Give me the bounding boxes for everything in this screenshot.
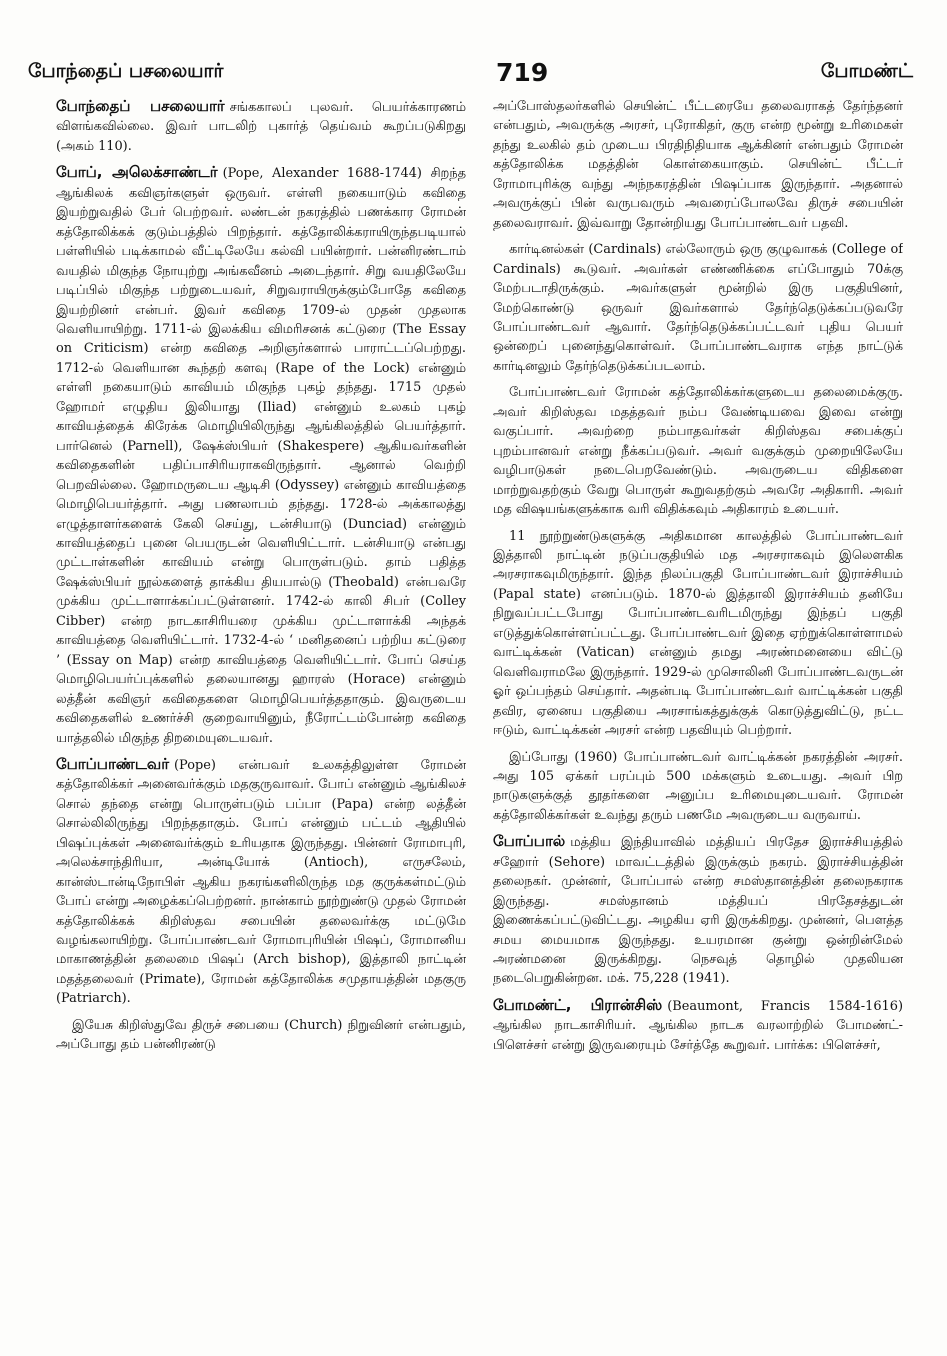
entry-body: இயேசு கிறிஸ்துவே திருச் சபையை (Church) நிறுவினர் என்பதும், அப்போது தம் பன்னிரண்டு xyxy=(56,1017,466,1053)
entry-body: (Beaumont, Francis 1584-1616) ஆங்கில நாடகாசிரியர். ஆங்கில நாடக வரலாற்றில் போமண்ட்-பிளெச்சர் என்று இருவரையும் சேர்த்தே கூறுவர். பார்க்க: பிளெச்சர், xyxy=(493,998,903,1053)
entry-body: போப்பாண்டவர் ரோமன் கத்தோலிக்கர்களுடைய தலைமைக்குரு. அவர் கிறிஸ்தவ மதத்தவர் நம்ப வேண்டியவை இவை என்று வகுப்பார். அவற்றை நம்பாதவர்கள் கிறிஸ்தவ சபைக்குப் புறம்பானவர் என்று நீக்கப்படுவர். அவர் வகுக்கும் முறையிலேயே வழிபாடுகள் நடைபெறவேண்டும். அவருடைய விதிகளை மாற்றுவதற்கும் வேறு பொருள் கூறுவதற்கும் அவரே அதிகாரி. அவர் மத விஷயங்களுக்காக வரி விதிக்கவும் அதிகாரம் உடையர். xyxy=(493,385,903,518)
entry-pope-alexander xyxy=(56,163,466,748)
right-column xyxy=(493,97,903,1352)
left-running-head: போந்தைப் பசலையார் xyxy=(28,59,224,82)
entry-body: அப்போஸ்தலர்களில் செயின்ட் பீட்டரையே தலைவராகத் தேர்ந்தனர் என்பதும், அவருக்கு அரசர், புரோகிதர், குரு என்ற மூன்று உரிமைகள் தந்து உலகில் தம் முடைய பிரதிநிதியாக ஆக்கினர் என்பதும் ரோமன் கத்தோலிக்க மதத்தின் கொள்கையாகும். செயின்ட் பீட்டர் ரோமாபுரிக்கு வந்து அந்நகரத்தின் பிஷப்பாக இருந்தார். அதனால் அவருக்குப் பின் வருபவரும் அவரைப்போலவே திருச் சபையின் தலைவராவர். இவ்வாறு தோன்றியது போப்பாண்டவர் பதவி. xyxy=(493,99,903,231)
entry-body: (Pope, Alexander 1688-1744) சிறந்த ஆங்கிலக் கவிஞர்களுள் ஒருவர். எள்ளி நகையாடும் கவிதை இயற்றுவதில் பேர் பெற்றவர். லண்டன் நகரத்தில் பணக்கார ரோமன் கத்தோலிக்கக் குடும்பத்தில் பிறந்தார். கத்தோலிக்கராயிருந்தபடியால் பள்ளியில் படிக்காமல் வீட்டிலேயே கல்வி பயின்றார். பன்னிரண்டாம் வயதில் மிகுந்த நோயுற்று அங்கவீனம் அடைந்தார். சிறு வயதிலேயே படிப்பில் மிகுந்த பற்றுடையவர், சிறுவராயிருக்கும்போதே கவிதை இயற்றினர் என்பர். இவர் கவிதை 1709-ல் முதன் முதலாக வெளியாயிற்று. 1711-ல் இலக்கிய விமரிசனக் கட்டுரை (The Essay on Criticism) என்ற கவிதை அறிஞர்களால் பாராட்டப்பெற்றது. 1712-ல் வெளியான கூந்தற் களவு (Rape of the Lock) என்னும் எள்ளி நகையாடும் காவியம் மிகுந்த புகழ் தந்தது. 1715 முதல் ஹோமர் எழுதிய இலியாது (Iliad) என்னும் உலகம் புகழ் காவியத்தைக் கிரேக்க மொழியிலிருந்து ஆங்கிலத்தில் பெயர்த்தார். பார்னெல் (Parnell), ஷேக்ஸ்பியர் (Shakespere) ஆகியவர்களின் கவிதைகளின் பதிப்பாசிரியராகவிருந்தார். ஆனால் வெற்றி பெறவில்லை. ஹோமருடைய ஆடிசி (Odyssey) என்னும் காவியத்தை மொழிபெயர்த்தார். அது பணலாபம் தந்தது. 1728-ல் அக்காலத்து எழுத்தாளர்களைக் கேலி செய்து, டன்சியாடு (Dunciad) என்னும் காவியத்தைப் புனை பெயருடன் வெளியிட்டார். டன்சியாடு என்பது முட்டாள்களின் காவியம் என்று பொருள்படும். தாம் பதித்த ஷேக்ஸ்பியர் நூல்களைத் தாக்கிய தியபால்டு (Theobald) என்பவரே முக்கிய முட்டாளாக்கப்பட்டுள்ளனர். 1742-ல் காலி சிபர் (Colley Cibber) என்ற நாடகாசிரியரை முக்கிய முட்டாளாக்கி அந்தக் காவியத்தை வெளியிட்டார். 1732-4-ல் ‘ மனிதனைப் பற்றிய கட்டுரை ’ (Essay on Map) என்ற காவியத்தை வெளியிட்டார். போப் செய்த மொழிபெயர்ப்புக்களில் தலையானது ஹாரஸ் (Horace) என்னும் லத்தீன் கவிஞர் கவிதைகளை மொழிபெயர்த்ததாகும். இவருடைய கவிதைகளில் உணர்ச்சி குறைவாயினும், நீரோட்டம்போன்ற கவிதை யாத்தலில் மிகுந்த திறமையுடையவர். xyxy=(56,166,466,746)
running-head xyxy=(28,52,913,92)
paragraph xyxy=(493,383,903,519)
entry-bhopal xyxy=(493,832,903,989)
paragraph xyxy=(493,748,903,826)
entry-body: மத்திய இந்தியாவில் மத்தியப் பிரதேச இராச்சியத்தில் சஹோர் (Sehore) மாவட்டத்தில் இருக்கும் நகரம். இராச்சியத்தின் தலைநகர். முன்னர், போப்பால் என்ற சமஸ்தானத்தின் தலைநகராக இருந்தது. சமஸ்தானம் மத்தியப் பிரதேசத்துடன் இணைக்கப்பட்டுவிட்டது. அழகிய ஏரி இருக்கிறது. முன்னர், பௌத்த சமய மையமாக இருந்தது. உயரமான குன்று ஒன்றின்மேல் அரண்மனை இருக்கிறது. நெசவுத் தொழில் முதலியன நடைபெறுகின்றன. மக். 75,228 (1941). xyxy=(493,835,903,987)
entry-body: 11 நூற்றுண்டுகளுக்கு அதிகமான காலத்தில் போப்பாண்டவர் இத்தாலி நாட்டின் நடுப்பகுதியில் மத அரசராகவும் இலௌகிக அரசராகவுமிருந்தார். இந்த நிலப்பகுதி போப்பாண்டவர் இராச்சியம் (Papal state) எனப்படும். 1870-ல் இத்தாலி இராச்சியம் தனியே நிறுவப்பட்டபோது போப்பாண்டவரிடமிருந்து இந்தப் பகுதி எடுத்துக்கொள்ளப்பட்டது. போப்பாண்டவர் இதை ஏற்றுக்கொள்ளாமல் வாட்டிக்கன் (Vatican) என்னும் தமது அரண்மனையை விட்டு வெளிவராமலே இருந்தார். 1929-ல் முசொலினி போப்பாண்டவருடன் ஓர் ஒப்பந்தம் செய்தார். அதன்படி போப்பாண்டவர் வாட்டிக்கன் பகுதி தவிர, ஏனைய பகுதியை அரசாங்கத்துக்குக் கொடுத்துவிட்டு, நட்ட ஈடும், வாட்டிக்கன் அரசர் என்ற பதவியும் பெற்றார். xyxy=(493,528,903,739)
entry-headword: போந்தைப் பசலையார் xyxy=(56,97,225,115)
entry-body: (Pope) என்பவர் உலகத்திலுள்ள ரோமன் கத்தோலிக்கர் அனைவர்க்கும் மதகுருவாவர். போப் என்னும் ஆங்கிலச் சொல் தந்தை என்று பொருள்படும் பப்பா (Papa) என்ற லத்தீன் சொல்லிலிருந்து பிறந்ததாகும். போப் என்னும் பட்டம் ஆதியில் பிஷப்புக்கள் அனைவர்க்கும் உரியதாக இருந்தது. பின்னர் ரோமாபுரி, அலெக்சாந்திரியா, அன்டியோக் (Antioch), எருசலேம், கான்ஸ்டான்டிநோபிள் ஆகிய நகரங்களிலிருந்த மத குருக்கள்மட்டும் போப் என்று அழைக்கப்பெற்றனர். நான்காம் நூற்றுண்டு முதல் ரோமன் கத்தோலிக்கக் கிறிஸ்தவ சபையின் தலைவர்க்கு மட்டுமே வழங்கலாயிற்று. போப்பாண்டவர் ரோமாபுரியின் பிஷப், ரோமானிய மாகாணத்தின் தலைமை பிஷப் (Arch bishop), இத்தாலி நாட்டின் மதத்தலைவர் (Primate), ரோமன் கத்தோலிக்க சமுதாயத்தின் மதகுரு (Patriarch). xyxy=(56,757,466,1007)
entry-headword: போப்பால் xyxy=(493,832,566,851)
entry-headword: போப்பாண்டவர் xyxy=(56,754,170,773)
paragraph xyxy=(493,240,903,376)
paragraph xyxy=(493,97,903,233)
entry-ponthai-pasalaiyar xyxy=(56,97,466,156)
paragraph xyxy=(493,527,903,741)
right-running-head: போமண்ட் xyxy=(820,59,913,82)
left-column xyxy=(56,97,466,1352)
page-number: 719 xyxy=(496,57,549,87)
entry-body: சங்ககாலப் புலவர். பெயர்க்காரணம் விளங்கவில்லை. இவர் பாடலிற் புகார்த் தெய்வம் கூறப்படுகிறது (அகம் 110). xyxy=(56,100,466,154)
entry-headword: போமண்ட், பிரான்சிஸ் xyxy=(493,995,663,1014)
entry-beaumont-francis xyxy=(493,996,903,1055)
entry-headword: போப், அலெக்சாண்டர் xyxy=(56,163,218,182)
paragraph xyxy=(56,1016,466,1055)
entry-body: கார்டினல்கள் (Cardinals) எல்லோரும் ஒரு குழுவாகக் (College of Cardinals) கூடுவர். அவர்கள் எண்ணிக்கை எப்போதும் 70க்கு மேற்படாதிருக்கும். அவர்களுள் மூன்றில் இரு பகுதியினர், மேற்கொண்டு ஒருவர் இவர்களால் தேர்ந்தெடுக்கப்படுவரே போப்பாண்டவர் ஆவார். தேர்ந்தெடுக்கப்பட்டவர் புதிய பெயர் ஒன்றைப் புனைந்துகொள்வர். போப்பாண்டவராக எந்த நாட்டுக் கார்டினலும் தேர்ந்தெடுக்கப்படலாம். xyxy=(493,242,903,374)
entry-popandavar xyxy=(56,755,466,1009)
entry-body: இப்போது (1960) போப்பாண்டவர் வாட்டிக்கன் நகரத்தின் அரசர். அது 105 ஏக்கர் பரப்பும் 500 மக்களும் உடையது. அவர் பிற நாடுகளுக்குத் தூதர்களை அனுப்ப உரிமையுடையவர். ரோமன் கத்தோலிக்கர்கள் உவந்து தரும் பணமே அவருடைய வருவாய். xyxy=(493,749,903,823)
